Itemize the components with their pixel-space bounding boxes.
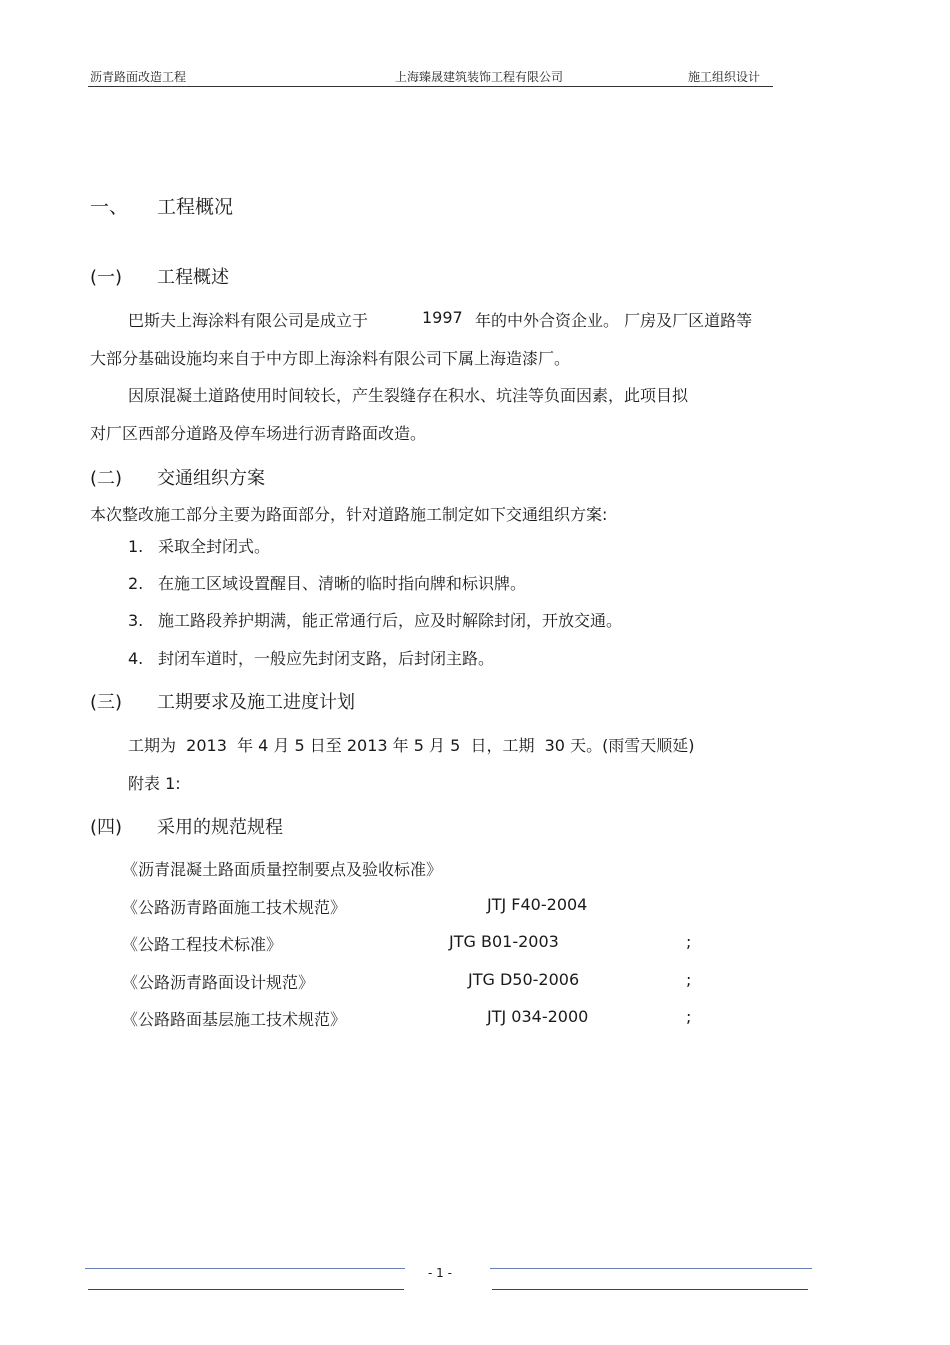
list-number: 1.	[128, 537, 144, 556]
footer-rule-right-top	[490, 1268, 812, 1269]
list-number: 3.	[128, 611, 144, 630]
list-text: 封闭车道时，一般应先封闭支路，后封闭主路。	[158, 649, 495, 668]
list-text: 在施工区域设置醒目、清晰的临时指向牌和标识牌。	[158, 574, 527, 593]
subsection-number: (二)	[90, 468, 123, 489]
standard-code: JTG B01-2003	[449, 932, 559, 951]
header-left: 沥青路面改造工程	[90, 70, 187, 84]
standard-name: 《公路沥青路面施工技术规范》	[122, 898, 347, 917]
header-center: 上海臻晟建筑装饰工程有限公司	[395, 70, 564, 84]
standard-code: JTJ 034-2000	[487, 1007, 589, 1026]
list-text: 采取全封闭式。	[158, 537, 271, 556]
section-number: 一、	[90, 196, 129, 218]
section-title: 工程概况	[157, 196, 234, 218]
subsection-number: (四)	[90, 817, 123, 838]
paragraph-text: 本次整改施工部分主要为路面部分，针对道路施工制定如下交通组织方案:	[90, 505, 608, 524]
paragraph-year: 1997	[422, 308, 463, 327]
subsection-title: 工期要求及施工进度计划	[157, 692, 355, 713]
standard-name: 《公路沥青路面设计规范》	[122, 973, 315, 992]
list-item	[128, 571, 526, 594]
header-right: 施工组织设计	[688, 70, 761, 84]
paragraph-text: 对厂区西部分道路及停车场进行沥青路面改造。	[90, 424, 427, 443]
page-number: - 1 -	[428, 1266, 452, 1280]
subsection-number: (三)	[90, 692, 123, 713]
list-number: 2.	[128, 574, 144, 593]
paragraph-text: 年的中外合资企业。 厂房及厂区道路等	[475, 311, 753, 330]
standard-name: 《公路路面基层施工技术规范》	[122, 1010, 347, 1029]
standard-code: JTG D50-2006	[468, 970, 580, 989]
header-divider	[88, 86, 773, 87]
footer-rule-left-bottom	[88, 1289, 404, 1290]
subsection-number: (一)	[90, 267, 123, 288]
list-item	[128, 534, 270, 557]
subsection-title: 工程概述	[157, 267, 229, 288]
paragraph-text: 因原混凝土道路使用时间较长，产生裂缝存在积水、坑洼等负面因素，此项目拟	[128, 386, 689, 405]
paragraph-text: 大部分基础设施均来自于中方即上海涂料有限公司下属上海造漆厂。	[90, 349, 571, 368]
paragraph-text: 巴斯夫上海涂料有限公司是成立于	[128, 311, 369, 330]
list-number: 4.	[128, 649, 144, 668]
standard-separator: ;	[686, 1007, 692, 1026]
standard-separator: ;	[686, 932, 692, 951]
standard-code: JTJ F40-2004	[487, 895, 588, 914]
list-item	[128, 608, 622, 631]
standard-name: 《公路工程技术标准》	[122, 935, 283, 954]
footer-rule-left-top	[85, 1268, 405, 1269]
list-item	[128, 646, 494, 669]
appendix-label: 附表 1:	[128, 774, 181, 793]
footer-rule-right-bottom	[492, 1289, 808, 1290]
standard-name: 《沥青混凝土路面质量控制要点及验收标准》	[122, 860, 443, 879]
standard-separator: ;	[686, 970, 692, 989]
subsection-title: 采用的规范规程	[157, 817, 283, 838]
list-text: 施工路段养护期满，能正常通行后，应及时解除封闭，开放交通。	[158, 611, 623, 630]
schedule-text: 工期为 2013 年 4 月 5 日至 2013 年 5 月 5 日，工期 30 天。(雨雪天顺延)	[128, 736, 695, 755]
subsection-title: 交通组织方案	[157, 468, 265, 489]
